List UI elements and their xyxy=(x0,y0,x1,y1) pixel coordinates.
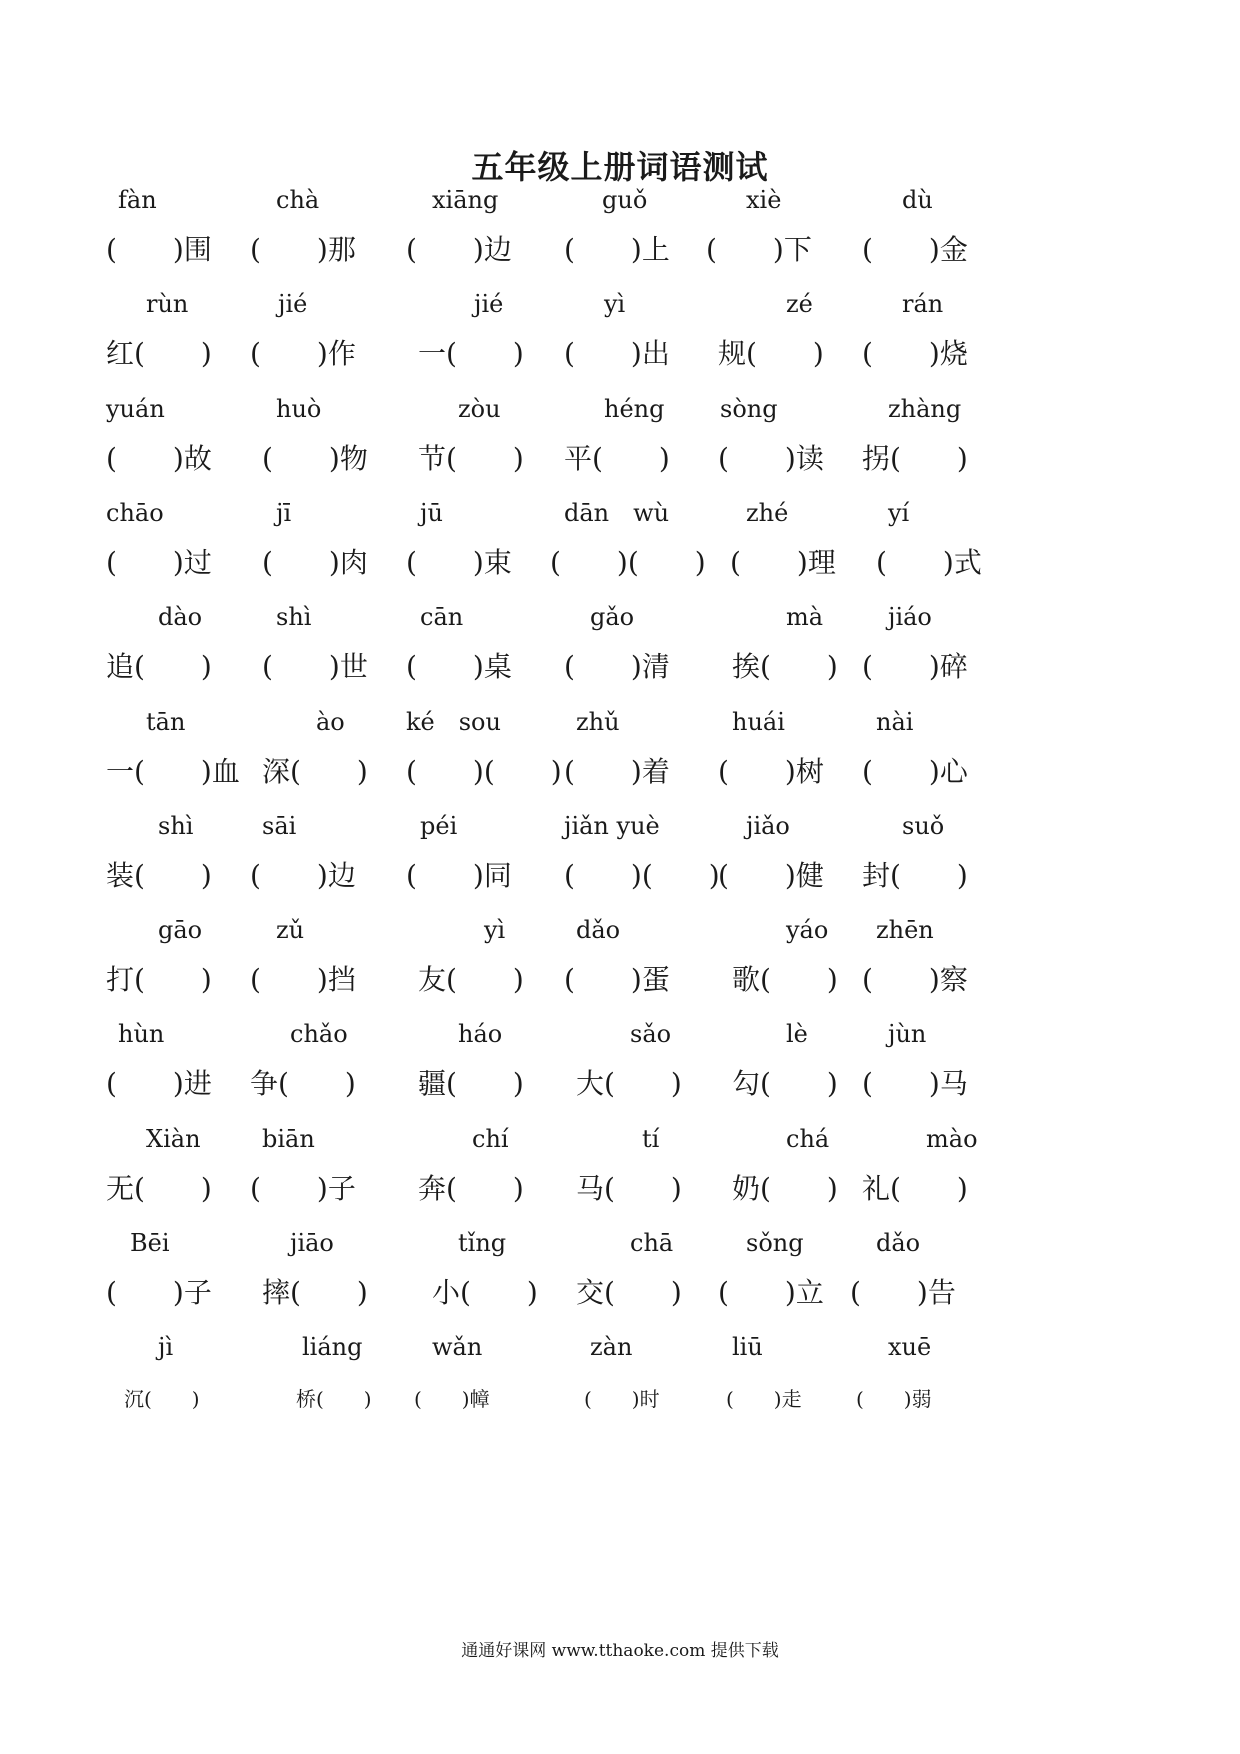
pinyin-prompt: yì xyxy=(604,290,626,318)
pinyin-prompt: yì xyxy=(484,916,506,944)
pinyin-prompt: sòng xyxy=(720,395,778,423)
word-blank: 拐( ) xyxy=(862,442,968,475)
pinyin-prompt: zhēn xyxy=(876,916,934,944)
word-blank: 封( ) xyxy=(862,859,968,892)
word-blank: ( )世 xyxy=(262,650,368,683)
pinyin-prompt: xuē xyxy=(888,1333,932,1361)
word-blank: ( )作 xyxy=(250,337,356,370)
pinyin-prompt: zhé xyxy=(746,499,789,527)
pinyin-prompt: gǎo xyxy=(590,603,635,631)
pinyin-prompt: yuán xyxy=(106,395,165,423)
pinyin-prompt: dān wù xyxy=(564,499,670,527)
pinyin-prompt: yáo xyxy=(786,916,829,944)
pinyin-prompt: hùn xyxy=(118,1020,165,1048)
pinyin-prompt: héng xyxy=(604,395,665,423)
pinyin-prompt: gāo xyxy=(158,916,203,944)
word-blank: ( )边 xyxy=(250,859,356,892)
pinyin-prompt: Bēi xyxy=(130,1229,170,1257)
word-blank: ( )进 xyxy=(106,1067,212,1100)
word-blank: 挨( ) xyxy=(732,650,838,683)
pinyin-prompt: jiǎn yuè xyxy=(564,812,660,840)
word-blank: 节( ) xyxy=(418,442,524,475)
pinyin-prompt: zòu xyxy=(458,395,501,423)
pinyin-prompt: tǐng xyxy=(458,1229,507,1257)
word-blank: ( )过 xyxy=(106,546,212,579)
word-blank: ( )碎 xyxy=(862,650,968,683)
pinyin-prompt: dào xyxy=(158,603,203,631)
word-blank: 装( ) xyxy=(106,859,212,892)
pinyin-prompt: lè xyxy=(786,1020,808,1048)
word-blank: 桥( ) xyxy=(296,1387,372,1411)
pinyin-prompt: xiāng xyxy=(432,186,499,214)
pinyin-prompt: jùn xyxy=(888,1020,927,1048)
pinyin-prompt: tān xyxy=(146,708,186,736)
word-blank: ( )着 xyxy=(564,755,670,788)
pinyin-prompt: zhǔ xyxy=(576,708,620,736)
pinyin-prompt: sǎo xyxy=(630,1020,672,1048)
word-blank: ( )( ) xyxy=(550,546,706,579)
pinyin-prompt: nài xyxy=(876,708,914,736)
word-blank: ( )清 xyxy=(564,650,670,683)
footer-credit: 通通好课网 www.tthaoke.com 提供下载 xyxy=(461,1641,779,1661)
pinyin-prompt: shì xyxy=(276,603,312,631)
word-blank: 奶( ) xyxy=(732,1172,838,1205)
pinyin-prompt: dǎo xyxy=(576,916,621,944)
pinyin-prompt: cān xyxy=(420,603,464,631)
word-blank: ( )金 xyxy=(862,233,968,266)
word-blank: 疆( ) xyxy=(418,1067,524,1100)
word-blank: 勾( ) xyxy=(732,1067,838,1100)
word-blank: ( )故 xyxy=(106,442,212,475)
pinyin-prompt: jì xyxy=(158,1333,174,1361)
word-blank: ( )读 xyxy=(718,442,824,475)
word-blank: ( )走 xyxy=(726,1387,802,1411)
word-blank: ( )边 xyxy=(406,233,512,266)
pinyin-prompt: háo xyxy=(458,1020,503,1048)
pinyin-prompt: sāi xyxy=(262,812,297,840)
pinyin-prompt: tí xyxy=(642,1125,660,1153)
word-blank: ( )弱 xyxy=(856,1387,932,1411)
pinyin-prompt: péi xyxy=(420,812,458,840)
word-blank: 打( ) xyxy=(106,963,212,996)
word-blank: 奔( ) xyxy=(418,1172,524,1205)
word-blank: 无( ) xyxy=(106,1172,212,1205)
word-blank: 规( ) xyxy=(718,337,824,370)
word-blank: 马( ) xyxy=(576,1172,682,1205)
pinyin-prompt: liáng xyxy=(302,1333,363,1361)
pinyin-prompt: wǎn xyxy=(432,1333,483,1361)
word-blank: ( )时 xyxy=(584,1387,660,1411)
word-blank: 一( ) xyxy=(418,337,524,370)
word-blank: 深( ) xyxy=(262,755,368,788)
pinyin-prompt: ào xyxy=(316,708,345,736)
word-blank: ( )那 xyxy=(250,233,356,266)
word-blank: 争( ) xyxy=(250,1067,356,1100)
word-blank: ( )出 xyxy=(564,337,670,370)
word-blank: ( )上 xyxy=(564,233,670,266)
pinyin-prompt: jiǎo xyxy=(746,812,790,840)
pinyin-prompt: mà xyxy=(786,603,824,631)
word-blank: ( )物 xyxy=(262,442,368,475)
word-blank: ( )挡 xyxy=(250,963,356,996)
pinyin-prompt: chǎo xyxy=(290,1020,348,1048)
word-blank: ( )马 xyxy=(862,1067,968,1100)
page-title: 五年级上册词语测试 xyxy=(471,148,769,186)
word-blank: 友( ) xyxy=(418,963,524,996)
word-blank: ( )下 xyxy=(706,233,812,266)
word-blank: ( )理 xyxy=(730,546,836,579)
pinyin-prompt: zǔ xyxy=(276,916,305,944)
word-blank: ( )察 xyxy=(862,963,968,996)
word-blank: ( )健 xyxy=(718,859,824,892)
word-blank: ( )告 xyxy=(850,1276,956,1309)
word-blank: ( )( ) xyxy=(406,755,562,788)
pinyin-prompt: sǒng xyxy=(746,1229,804,1257)
pinyin-prompt: liū xyxy=(732,1333,763,1361)
word-blank: ( )束 xyxy=(406,546,512,579)
word-blank: 追( ) xyxy=(106,650,212,683)
word-blank: ( )树 xyxy=(718,755,824,788)
pinyin-prompt: yí xyxy=(888,499,910,527)
pinyin-prompt: guǒ xyxy=(602,186,648,214)
word-blank: ( )烧 xyxy=(862,337,968,370)
word-blank: 一( )血 xyxy=(106,755,240,788)
pinyin-prompt: fàn xyxy=(118,186,157,214)
word-blank: ( )子 xyxy=(106,1276,212,1309)
pinyin-prompt: dù xyxy=(902,186,933,214)
pinyin-prompt: zàn xyxy=(590,1333,633,1361)
pinyin-prompt: xiè xyxy=(746,186,782,214)
word-blank: 歌( ) xyxy=(732,963,838,996)
word-blank: 大( ) xyxy=(576,1067,682,1100)
word-blank: ( )( ) xyxy=(564,859,720,892)
pinyin-prompt: jié xyxy=(278,290,308,318)
pinyin-prompt: zé xyxy=(786,290,813,318)
pinyin-prompt: jū xyxy=(420,499,443,527)
pinyin-prompt: mào xyxy=(926,1125,978,1153)
word-blank: ( )同 xyxy=(406,859,512,892)
word-blank: ( )式 xyxy=(876,546,982,579)
word-blank: 摔( ) xyxy=(262,1276,368,1309)
pinyin-prompt: rán xyxy=(902,290,944,318)
word-blank: ( )蛋 xyxy=(564,963,670,996)
word-blank: 礼( ) xyxy=(862,1172,968,1205)
pinyin-prompt: rùn xyxy=(146,290,189,318)
pinyin-prompt: suǒ xyxy=(902,812,945,840)
word-blank: 红( ) xyxy=(106,337,212,370)
word-blank: ( )桌 xyxy=(406,650,512,683)
word-blank: 沉( ) xyxy=(124,1387,200,1411)
pinyin-prompt: jié xyxy=(474,290,504,318)
pinyin-prompt: Xiàn xyxy=(146,1125,201,1153)
pinyin-prompt: biān xyxy=(262,1125,315,1153)
word-blank: ( )子 xyxy=(250,1172,356,1205)
pinyin-prompt: chá xyxy=(786,1125,830,1153)
pinyin-prompt: chāo xyxy=(106,499,164,527)
pinyin-prompt: jiáo xyxy=(888,603,932,631)
pinyin-prompt: shì xyxy=(158,812,194,840)
pinyin-prompt: jiāo xyxy=(290,1229,334,1257)
pinyin-prompt: chà xyxy=(276,186,320,214)
word-blank: 小( ) xyxy=(432,1276,538,1309)
pinyin-prompt: zhàng xyxy=(888,395,962,423)
pinyin-prompt: chí xyxy=(472,1125,509,1153)
word-blank: 平( ) xyxy=(564,442,670,475)
pinyin-prompt: dǎo xyxy=(876,1229,921,1257)
word-blank: ( )围 xyxy=(106,233,212,266)
word-blank: ( )立 xyxy=(718,1276,824,1309)
pinyin-prompt: huò xyxy=(276,395,322,423)
word-blank: ( )心 xyxy=(862,755,968,788)
word-blank: ( )幛 xyxy=(414,1387,490,1411)
pinyin-prompt: jī xyxy=(276,499,292,527)
pinyin-prompt: ké sou xyxy=(406,708,501,736)
pinyin-prompt: chā xyxy=(630,1229,674,1257)
pinyin-prompt: huái xyxy=(732,708,785,736)
word-blank: ( )肉 xyxy=(262,546,368,579)
word-blank: 交( ) xyxy=(576,1276,682,1309)
